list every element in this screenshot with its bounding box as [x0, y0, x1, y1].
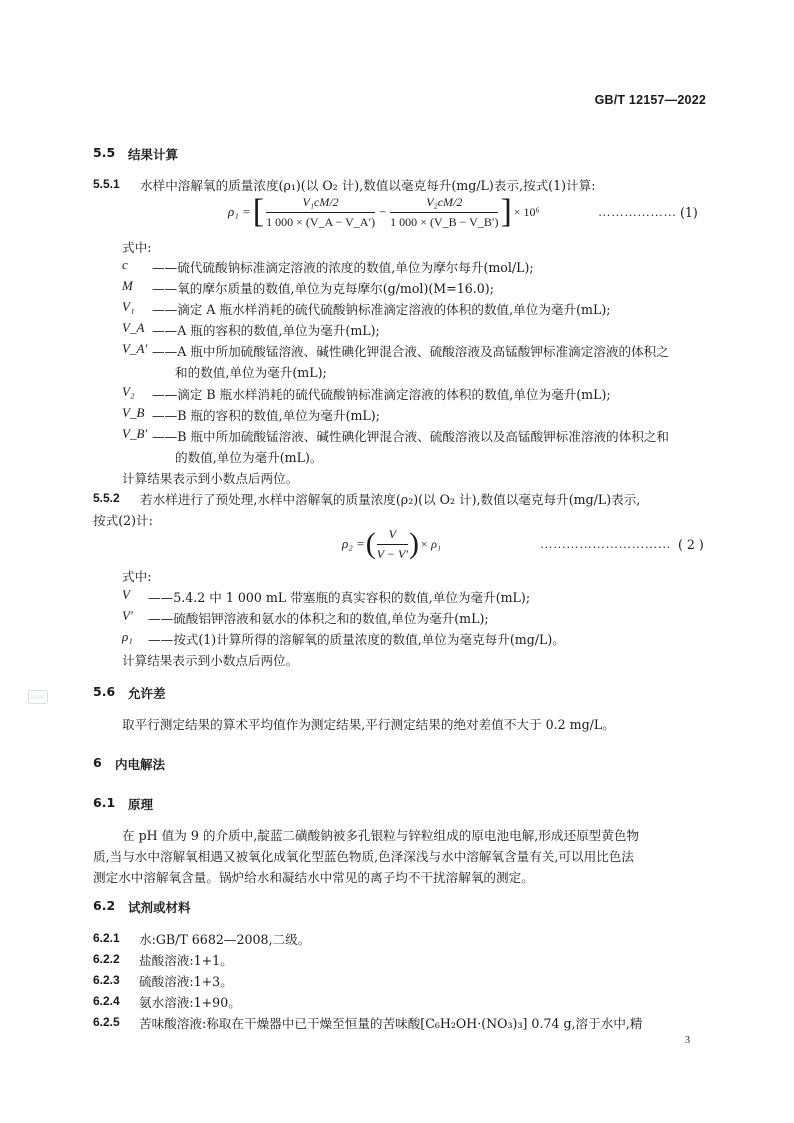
section-title: 允许差: [128, 686, 166, 701]
fraction-numerator: V: [377, 527, 408, 545]
clause-number: 5.5.2: [93, 491, 120, 505]
def-text: ——A 瓶中所加硫酸锰溶液、碱性碘化钾混合液、硫酸溶液及高锰酸钾标准滴定溶液的体积之: [152, 344, 669, 359]
def-text: ——滴定 A 瓶水样消耗的硫代硫酸钠标准滴定溶液的体积的数值,单位为毫升(mL);: [152, 302, 611, 317]
fraction-denominator: V − V′: [376, 546, 408, 561]
def-text: ——B 瓶中所加硫酸锰溶液、碱性碘化钾混合液、硫酸溶液以及高锰酸钾标准溶液的体积之和: [152, 429, 670, 444]
def-symbol: V_B: [122, 405, 145, 420]
fraction-1: [266, 195, 375, 230]
watermark-logo-text: SDHC: [30, 695, 46, 702]
item-text: 苦味酸溶液:称取在干燥器中已干燥至恒量的苦味酸[C₆H₂OH·(NO₃)₃] 0.74 g,溶于水中,精: [139, 1016, 643, 1031]
def-text: ——按式(1)计算所得的溶解氧的质量浓度的数值,单位为毫克每升(mg/L)。: [148, 632, 565, 647]
bracket-close: ]: [500, 193, 512, 230]
section-number: 6.1: [93, 795, 116, 810]
paragraph-line: 测定水中溶解氧含量。锅炉给水和凝结水中常见的离子均不干扰溶解氧的测定。: [93, 870, 534, 885]
def-text: ——5.4.2 中 1 000 mL 带塞瓶的真实容积的数值,单位为毫升(mL);: [148, 590, 531, 605]
minus-sign: −: [379, 204, 387, 219]
section-number: 6.2: [93, 898, 116, 913]
formula-1: [228, 192, 540, 232]
fraction-3: [377, 527, 408, 562]
paragraph-line: 在 pH 值为 9 的介质中,靛蓝二磺酸钠被多孔银粒与锌粒组成的原电池电解,形成还原型黄色物: [122, 828, 640, 843]
fraction-numerator: V₁cM/2: [266, 195, 375, 213]
fraction-2: [390, 195, 498, 230]
paren-close: ): [408, 527, 419, 560]
clause-text: 水样中溶解氧的质量浓度(ρ₁)(以 O₂ 计),数值以毫克每升(mg/L)表示,按式(1)计算:: [140, 178, 596, 193]
paragraph: 取平行测定结果的算术平均值作为测定结果,平行测定结果的绝对差值不大于 0.2 mg/L。: [122, 717, 615, 732]
watermark-logo: [28, 690, 48, 704]
section-title: 原理: [128, 797, 154, 812]
item-number: 6.2.3: [93, 973, 120, 987]
formula-lhs: ρ₂ =: [342, 536, 365, 551]
equation-number: ( 2 ): [678, 537, 704, 552]
standard-number: GB/T 12157—2022: [594, 93, 706, 107]
equation-number: (1): [680, 205, 698, 220]
def-text: ——硫酸铝钾溶液和氨水的体积之和的数值,单位为毫升(mL);: [148, 611, 489, 626]
chapter-number: 6: [93, 755, 102, 770]
def-symbol: V₂: [122, 384, 135, 399]
item-number: 6.2.1: [93, 931, 120, 945]
clause-text-continued: 按式(2)计:: [93, 513, 153, 528]
item-number: 6.2.5: [93, 1015, 120, 1029]
def-symbol: V: [122, 587, 130, 602]
where-label: 式中:: [122, 569, 152, 584]
def-text-continued: 和的数值,单位为毫升(mL);: [175, 365, 327, 380]
chapter-title: 内电解法: [115, 757, 166, 772]
clause-number: 5.5.1: [93, 177, 120, 191]
paren-open: (: [365, 527, 376, 560]
def-symbol: V′: [122, 608, 133, 623]
result-note: 计算结果表示到小数点后两位。: [122, 471, 299, 486]
item-text: 盐酸溶液:1+1。: [139, 953, 233, 968]
def-symbol: V_A′: [122, 341, 148, 356]
section-number: 5.5: [93, 145, 116, 160]
leader-dots: ………………: [598, 205, 677, 219]
item-number: 6.2.2: [93, 952, 120, 966]
def-text: ——滴定 B 瓶水样消耗的硫代硫酸钠标准滴定溶液的体积的数值,单位为毫升(mL);: [152, 387, 611, 402]
fraction-denominator: 1 000 × (V_A − V_A′): [266, 214, 376, 229]
def-symbol: c: [122, 257, 128, 272]
def-text: ——B 瓶的容积的数值,单位为毫升(mL);: [152, 408, 380, 423]
def-text: ——氧的摩尔质量的数值,单位为克每摩尔(g/mol)(M=16.0);: [152, 281, 494, 296]
where-label: 式中:: [122, 240, 152, 255]
def-symbol: V_A: [122, 320, 145, 335]
item-number: 6.2.4: [93, 994, 120, 1008]
item-text: 氨水溶液:1+90。: [139, 995, 241, 1010]
multiplier: × 10⁶: [513, 204, 540, 219]
page-number: 3: [685, 1035, 690, 1046]
result-note: 计算结果表示到小数点后两位。: [122, 653, 299, 668]
section-number: 5.6: [93, 684, 116, 699]
section-title: 试剂或材料: [128, 900, 191, 915]
section-title: 结果计算: [128, 147, 179, 162]
leader-dots: …………………………: [540, 537, 671, 551]
clause-text: 若水样进行了预处理,水样中溶解氧的质量浓度(ρ₂)(以 O₂ 计),数值以毫克每升(mg/L)表示,: [140, 492, 641, 507]
formula-2: [342, 524, 441, 564]
fraction-denominator: 1 000 × (V_B − V_B′): [390, 214, 499, 229]
def-symbol: M: [122, 278, 133, 293]
def-symbol: V₁: [122, 299, 135, 314]
fraction-numerator: V₂cM/2: [390, 195, 498, 213]
paragraph-line: 质,当与水中溶解氧相遇又被氧化成氧化型蓝色物质,色泽深浅与水中溶解氧含量有关,可以用比色法: [93, 849, 634, 864]
item-text: 水:GB/T 6682—2008,二级。: [139, 932, 311, 947]
item-text: 硫酸溶液:1+3。: [139, 974, 233, 989]
def-symbol: ρ₁: [122, 629, 133, 644]
def-symbol: V_B′: [122, 426, 148, 441]
def-text: ——硫代硫酸钠标准滴定溶液的浓度的数值,单位为摩尔每升(mol/L);: [152, 260, 534, 275]
formula-lhs: ρ₁ =: [228, 204, 251, 219]
multiplier: × ρ₁: [419, 536, 441, 551]
def-text: ——A 瓶的容积的数值,单位为毫升(mL);: [152, 323, 380, 338]
def-text-continued: 的数值,单位为毫升(mL)。: [175, 450, 323, 465]
bracket-open: [: [252, 193, 265, 230]
